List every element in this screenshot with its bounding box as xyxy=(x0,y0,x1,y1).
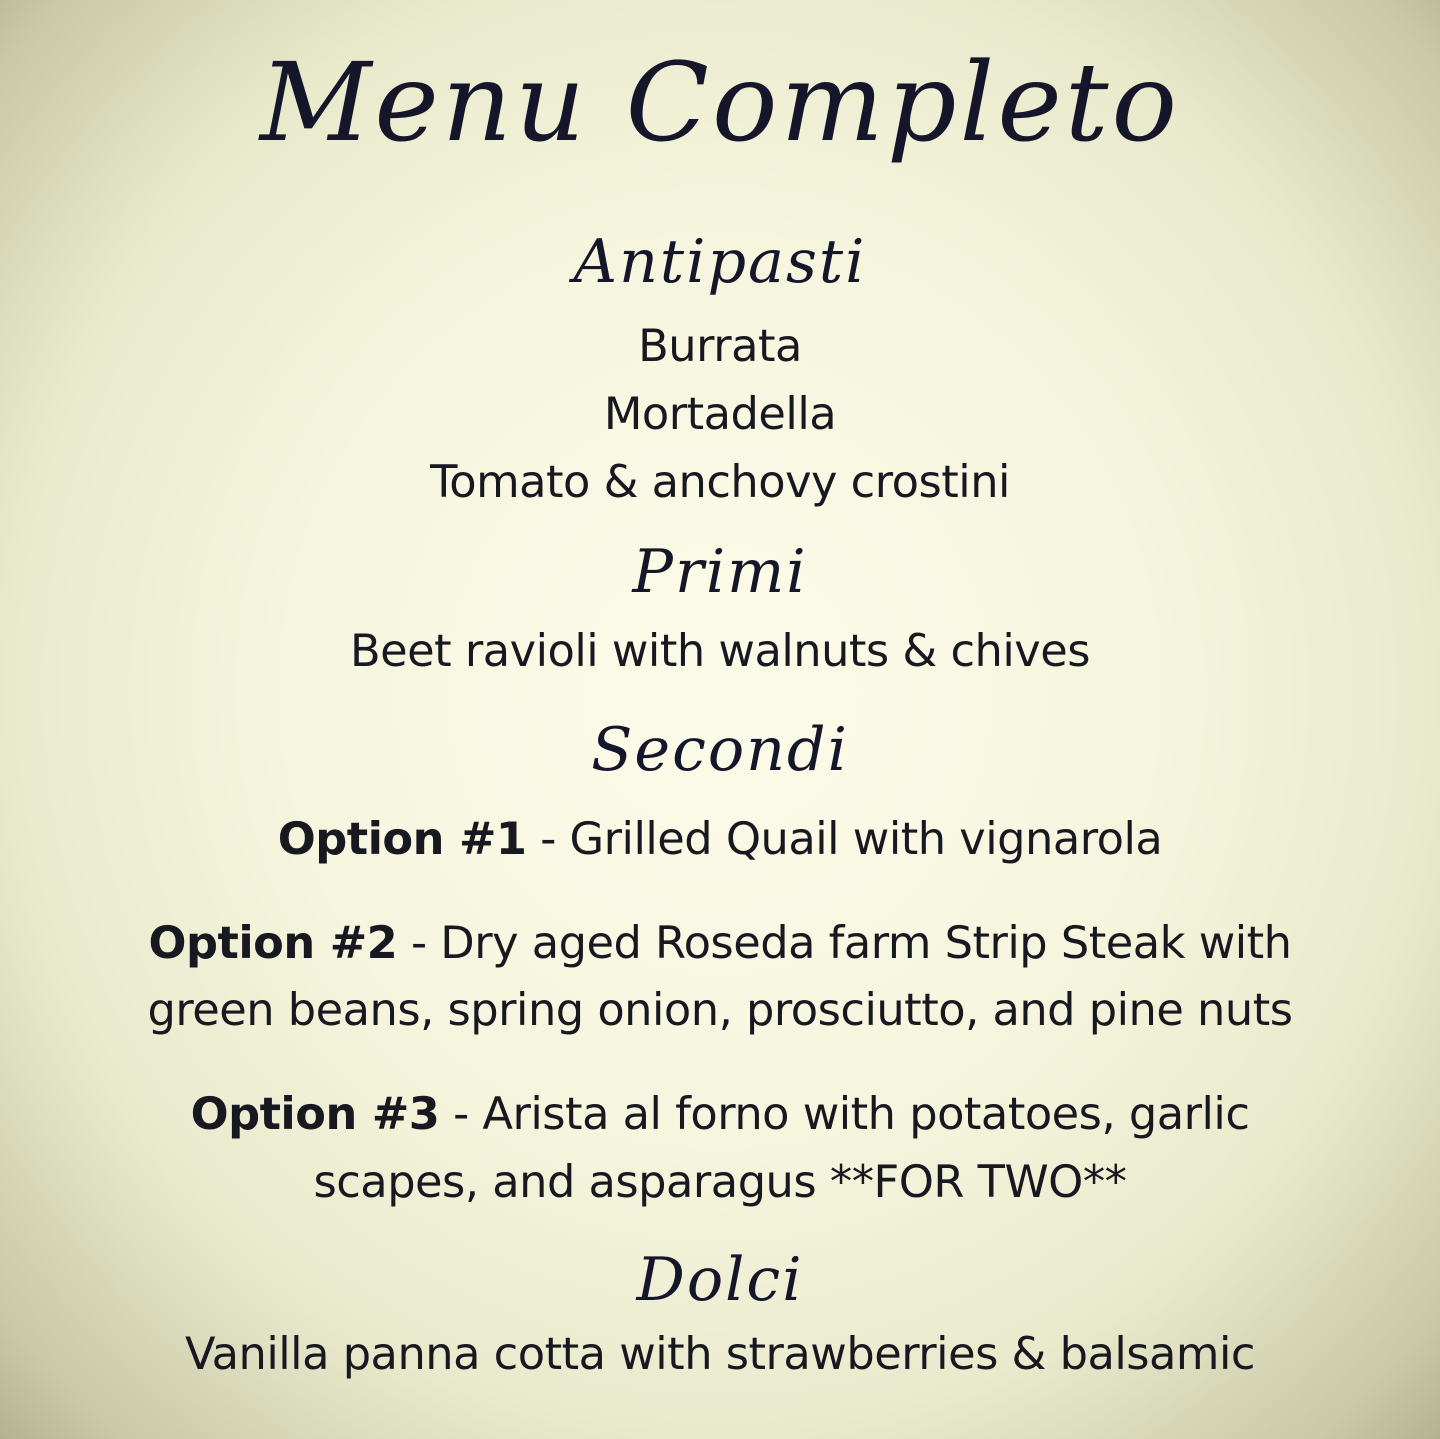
section-heading-secondi: Secondi xyxy=(591,715,849,785)
secondi-option-3 xyxy=(0,1081,1440,1147)
option-label: Option #2 xyxy=(148,917,398,969)
primi-item: Beet ravioli with walnuts & chives xyxy=(350,625,1090,677)
secondi-option-2 xyxy=(0,910,1440,976)
option-description-continued: green beans, spring onion, prosciutto, and pine nuts xyxy=(147,984,1293,1036)
option-label: Option #3 xyxy=(190,1088,440,1140)
section-heading-antipasti: Antipasti xyxy=(573,227,867,297)
menu-title: Menu Completo xyxy=(259,39,1181,166)
option-description-continued: scapes, and asparagus **FOR TWO** xyxy=(313,1156,1127,1208)
secondi-option-1 xyxy=(0,806,1440,872)
antipasti-item: Burrata xyxy=(638,320,802,372)
antipasti-item: Mortadella xyxy=(603,388,837,440)
option-description: - Dry aged Roseda farm Strip Steak with xyxy=(410,917,1292,969)
option-description: - Grilled Quail with vignarola xyxy=(540,813,1163,865)
option-label: Option #1 xyxy=(277,813,527,865)
section-heading-primi: Primi xyxy=(632,537,808,607)
antipasti-item: Tomato & anchovy crostini xyxy=(430,456,1010,508)
dolci-item: Vanilla panna cotta with strawberries & balsamic xyxy=(185,1328,1255,1380)
section-heading-dolci: Dolci xyxy=(636,1245,804,1315)
option-description: - Arista al forno with potatoes, garlic xyxy=(453,1088,1250,1140)
